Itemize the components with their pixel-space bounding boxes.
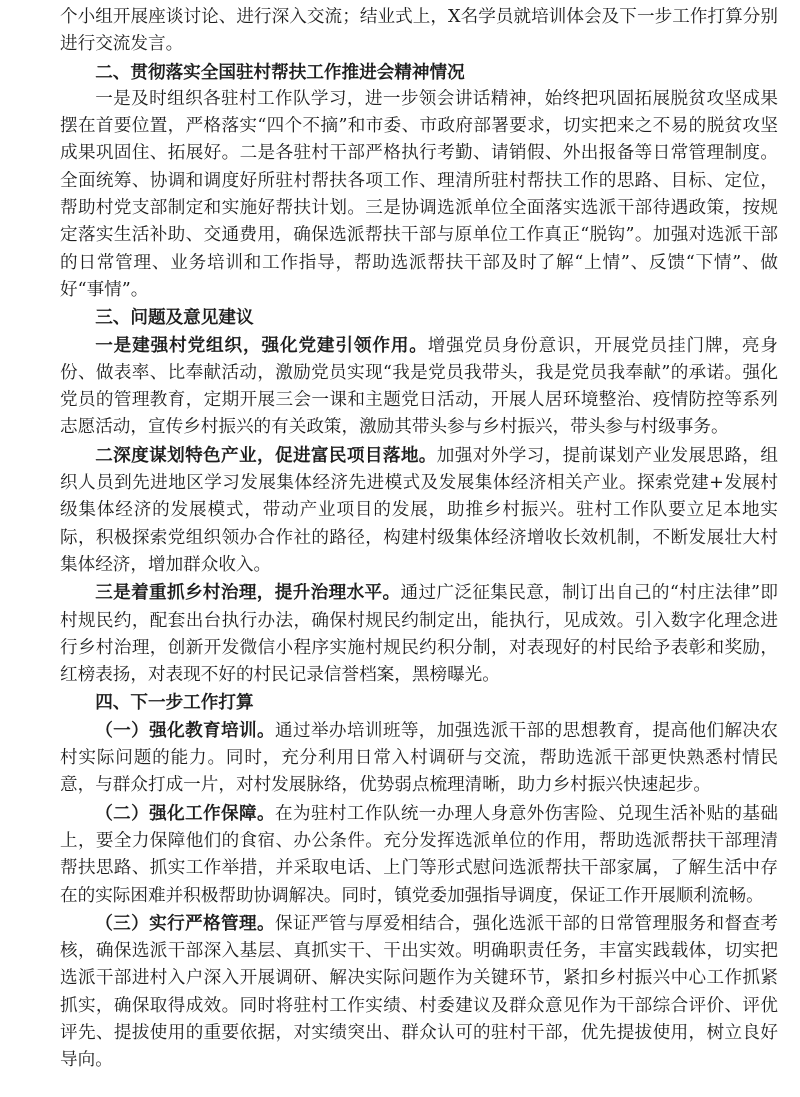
section-2-heading: 二、贯彻落实全国驻村帮扶工作推进会精神情况 (95, 61, 465, 83)
section-4-item-2 (60, 800, 778, 910)
section-3-item-1 (60, 332, 778, 442)
section-4-item-3 (60, 910, 778, 1075)
intro-paragraph-tail: 个小组开展座谈讨论、进行深入交流；结业式上，X名学员就培训体会及下一步工作打算分别进行交流发言。 (60, 7, 778, 55)
section-2-paragraph: 一是及时组织各驻村工作队学习，进一步领会讲话精神，始终把巩固拓展脱贫攻坚成果摆在首要位置，严格落实“四个不摘”和市委、市政府部署要求，切实把来之不易的脱贫攻坚成果巩固住、拓展好。二是各驻村干部严格执行考勤、请销假、外出报备等日常管理制度。全面统筹、协调和调度好所驻村帮扶各项工作、理清所驻村帮扶工作的思路、目标、定位，帮助村党支部制定和实施好帮扶计划。三是协调选派单位全面落实选派干部待遇政策，按规定落实生活补助、交通费用，确保选派帮扶干部与原单位工作真正“脱钩”。加强对选派干部的日常管理、业务培训和工作指导，帮助选派帮扶干部及时了解“上情”、反馈“下情”、做好“事情”。 (60, 88, 778, 300)
section-3-item-3-lead: 三是着重抓乡村治理，提升治理水平。 (95, 582, 401, 604)
section-3-heading: 三、问题及意见建议 (95, 307, 254, 329)
section-3-item-2-body: 加强对外学习，提前谋划产业发展思路，组织人员到先进地区学习发展集体经济先进模式及发展集体经济相关产业。探索党建+发展村级集体经济的发展模式，带动产业项目的发展，助推乡村振兴。驻村工作队要立足本地实际，积极探索党组织领办合作社的路径，构建村级集体经济增收长效机制，不断发展壮大村集体经济，增加群众收入。 (60, 445, 778, 575)
section-3-item-3 (60, 579, 778, 689)
section-4-heading: 四、下一步工作打算 (95, 692, 254, 714)
section-4-item-1-lead: （一）强化教育培训。 (95, 719, 275, 741)
section-4-item-1-body: 通过举办培训班等，加强选派干部的思想教育，提高他们解决农村实际问题的能力。同时，充分利用日常入村调研与交流，帮助选派干部更快熟悉村情民意，与群众打成一片，对村发展脉络，优势弱点梳理清晰，助力乡村振兴快速起步。 (60, 720, 778, 796)
section-3-item-1-body: 增强党员身份意识，开展党员挂门牌，亮身份、做表率、比奉献活动，激励党员实现“我是党员我带头，我是党员我奉献”的承诺。强化党员的管理教育，定期开展三会一课和主题党日活动，开展人居环境整治、疫情防控等系列志愿活动，宣传乡村振兴的有关政策，激励其带头参与乡村振兴，带头参与村级事务。 (60, 335, 778, 438)
document-page (60, 4, 778, 1075)
section-3-item-1-lead: 一是建强村党组织，强化党建引领作用。 (95, 334, 428, 356)
section-4-item-3-lead: （三）实行严格管理。 (95, 912, 275, 934)
section-3-item-3-body: 通过广泛征集民意，制订出自己的“村庄法律”即村规民约，配套出台执行办法，确保村规民约制定出，能执行，见成效。引入数字化理念进行乡村治理，创新开发微信小程序实施村规民约积分制，对表现好的村民给予表彰和奖励，红榜表扬，对表现不好的村民记录信誉档案，黑榜曝光。 (60, 583, 778, 686)
section-3-item-2-lead: 二深度谋划特色产业，促进富民项目落地。 (95, 444, 437, 466)
section-4-item-2-body: 在为驻村工作队统一办理人身意外伤害险、兑现生活补贴的基础上，要全力保障他们的食宿、办公条件。充分发挥选派单位的作用，帮助选派帮扶干部理清帮扶思路、抓实工作举措，并采取电话、上门等形式慰问选派帮扶干部家属，了解生活中存在的实际困难并积极帮助协调解决。同时，镇党委加强指导调度，保证工作开展顺利流畅。 (60, 803, 778, 906)
section-4-item-3-body: 保证严管与厚爱相结合，强化选派干部的日常管理服务和督查考核，确保选派干部深入基层、真抓实干、干出实效。明确职责任务，丰富实践载体，切实把选派干部进村入户深入开展调研、解决实际问题作为关键环节，紧扣乡村振兴中心工作抓紧抓实，确保取得成效。同时将驻村工作实绩、村委建议及群众意见作为干部综合评价、评优评先、提拔使用的重要依据，对实绩突出、群众认可的驻村干部，优先提拔使用，树立良好导向。 (60, 913, 778, 1071)
section-3-item-2 (60, 442, 778, 579)
section-4-item-2-lead: （二）强化工作保障。 (95, 802, 275, 824)
section-4-item-1 (60, 717, 778, 800)
